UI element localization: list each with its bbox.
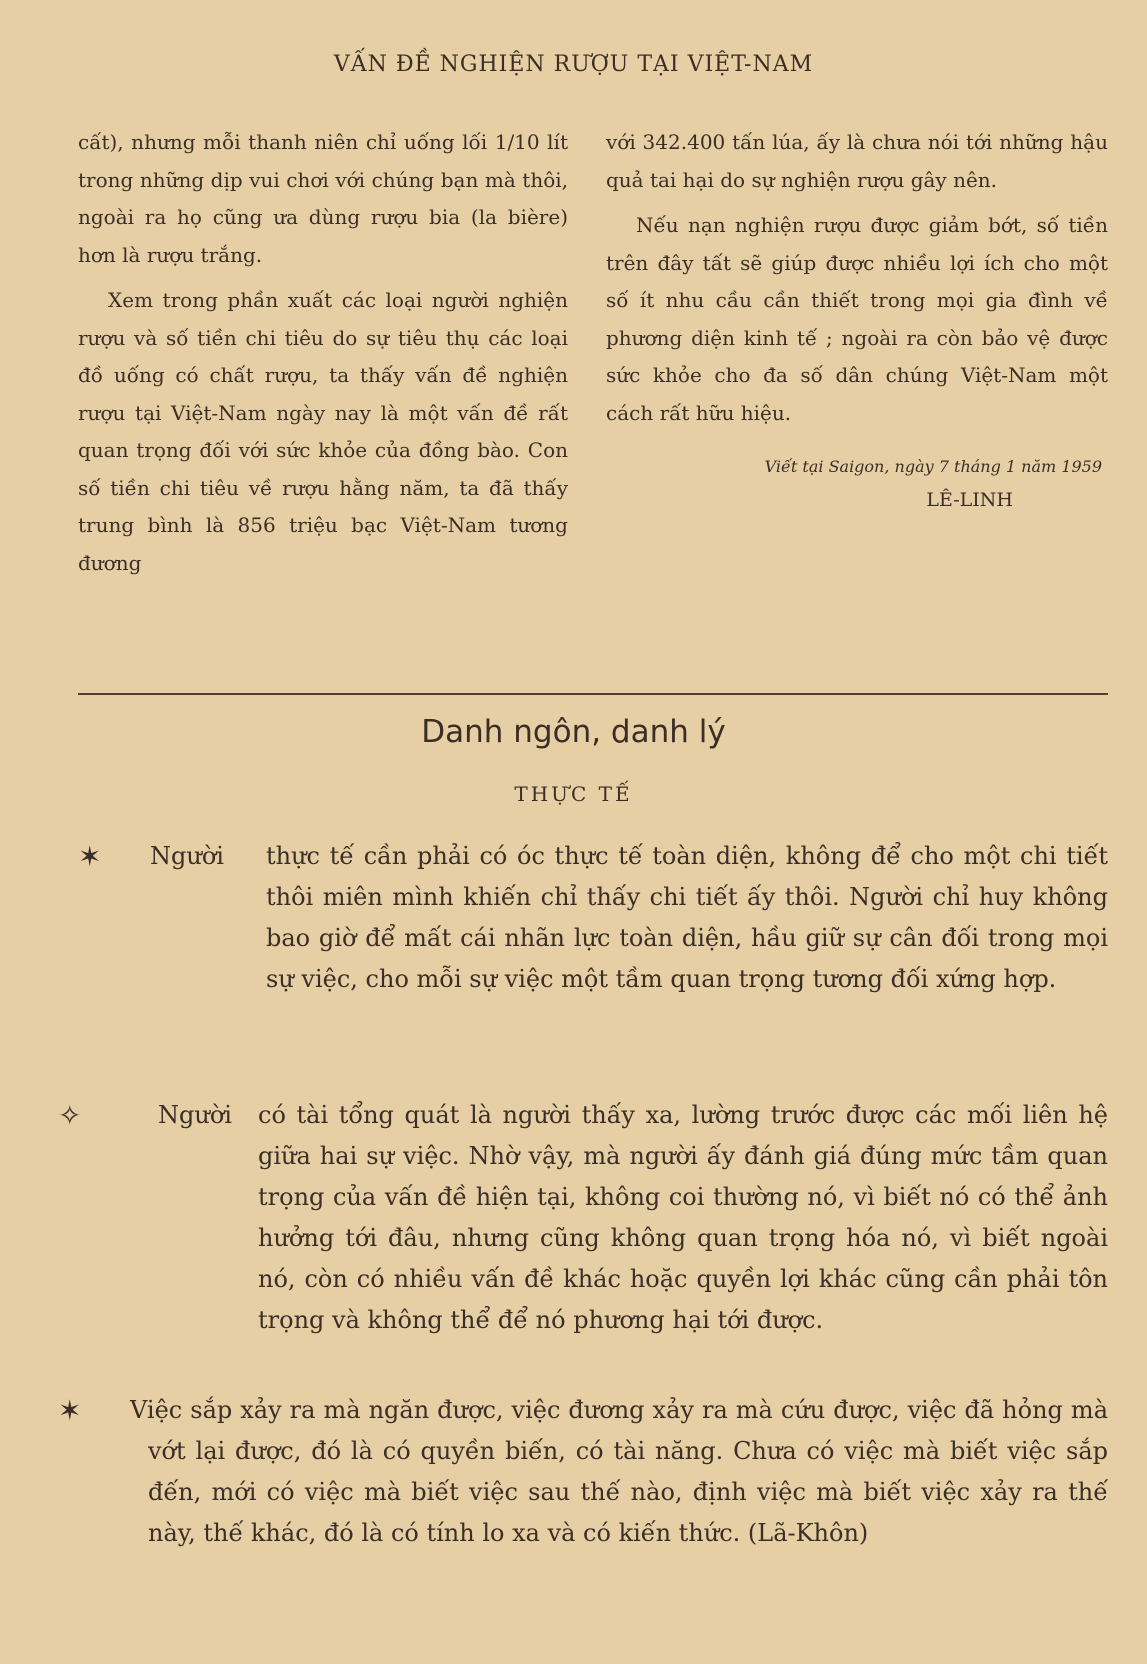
quote-text: thực tế cần phải có óc thực tế toàn diện, không để cho một chi tiết thôi miên mình khiến chỉ thấy chi tiết ấy thôi. Người chỉ huy không bao giờ để mất cái nhãn lực toàn diện, hầu giữ sự cân đối trong mọi sự việc, cho mỗi sự việc một tầm quan trọng tương đối xứng hợp. — [266, 842, 1108, 993]
running-header: VẤN ĐỀ NGHIỆN RƯỢU TẠI VIỆT-NAM — [333, 52, 814, 77]
left-paragraph-2: Xem trong phần xuất các loại người nghiện rượu và số tiền chi tiêu do sự tiêu thụ các loại đồ uống có chất rượu, ta thấy vấn đề nghiện rượu tại Việt-Nam ngày nay là một vấn đề rất quan trọng đối với sức khỏe của đồng bào. Con số tiền chi tiêu về rượu hằng năm, ta đã thấy trung bình là 856 triệu bạc Việt-Nam tương đương — [78, 288, 568, 575]
quote-lead-word: Người — [150, 842, 224, 870]
right-paragraph-1: với 342.400 tấn lúa, ấy là chưa nói tới những hậu quả tai hại do sự nghiện rượu gây nên. — [606, 130, 1108, 192]
dateline: Viết tại Saigon, ngày 7 tháng 1 năm 1959 — [764, 457, 1102, 476]
section-subtitle: THỰC TẾ — [514, 782, 633, 806]
author-signature: LÊ-LINH — [926, 489, 1013, 511]
left-paragraph-1: cất), nhưng mỗi thanh niên chỉ uống lối 1/10 lít trong những dịp vui chơi với chúng bạn mà thôi, ngoài ra họ cũng ưa dùng rượu bia (la bière) hơn là rượu trắng. — [78, 130, 568, 267]
star-bullet-icon: ✶ — [78, 840, 102, 873]
star-bullet-icon: ✶ — [58, 1394, 82, 1427]
right-column — [606, 124, 1108, 520]
quote-lead-word: Người — [158, 1101, 232, 1129]
star-bullet-icon: ✧ — [58, 1099, 82, 1132]
section-title: Danh ngôn, danh lý — [421, 714, 726, 750]
quote-3 — [58, 1390, 1108, 1554]
quote-2 — [58, 1095, 1108, 1341]
quote-text: có tài tổng quát là người thấy xa, lường trước được các mối liên hệ giữa hai sự việc. Nhờ vậy, mà người ấy đánh giá đúng mức tầm quan trọng của vấn đề hiện tại, không coi thường nó, vì biết nó có thể ảnh hưởng tới đâu, nhưng cũng không quan trọng hóa nó, vì biết ngoài nó, còn có nhiều vấn đề khác hoặc quyền lợi khác cũng cần phải tôn trọng và không thể để nó phương hại tới được. — [258, 1101, 1108, 1334]
left-column — [78, 124, 568, 590]
quote-text: Việc sắp xảy ra mà ngăn được, việc đương xảy ra mà cứu được, việc đã hỏng mà vớt lại được, đó là có quyền biến, có tài năng. Chưa có việc mà biết việc sắp đến, mới có việc mà biết việc sau thế nào, định việc mà biết việc xảy ra thế này, thế khác, đó là có tính lo xa và có kiến thức. (Lã-Khôn) — [130, 1396, 1108, 1547]
quote-1 — [78, 836, 1108, 1000]
right-paragraph-2: Nếu nạn nghiện rượu được giảm bớt, số tiền trên đây tất sẽ giúp được nhiều lợi ích cho một số ít nhu cầu cần thiết trong mọi gia đình về phương diện kinh tế ; ngoài ra còn bảo vệ được sức khỏe cho đa số dân chúng Việt-Nam một cách rất hữu hiệu. — [606, 213, 1108, 425]
section-divider — [78, 693, 1108, 695]
